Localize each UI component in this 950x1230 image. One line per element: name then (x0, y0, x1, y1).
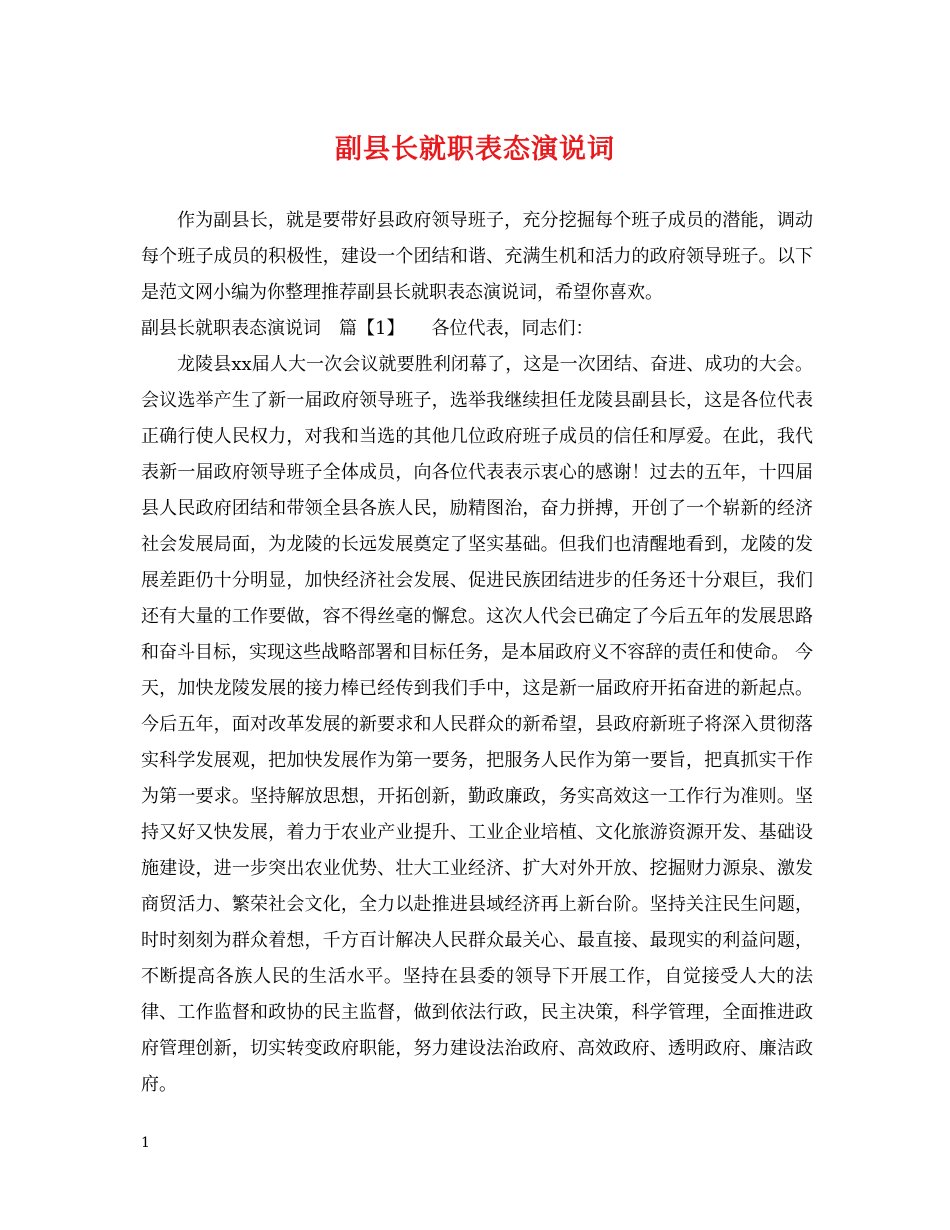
speech-body-paragraph: 龙陵县xx届人大一次会议就要胜利闭幕了，这是一次团结、奋进、成功的大会。会议选举产生了新一届政府领导班子，选举我继续担任龙陵县副县长，这是各位代表正确行使人民权力，对我和当选的其他几位政府班子成员的信任和厚爱。在此，我代表新一届政府领导班子全体成员，向各位代表表示衷心的感谢！过去的五年，十四届县人民政府团结和带领全县各族人民，励精图治，奋力拼搏，开创了一个崭新的经济社会发展局面，为龙陵的长远发展奠定了坚实基础。但我们也清醒地看到，龙陵的发展差距仍十分明显，加快经济社会发展、促进民族团结进步的任务还十分艰巨，我们还有大量的工作要做，容不得丝毫的懈怠。这次人代会已确定了今后五年的发展思路和奋斗目标，实现这些战略部署和目标任务，是本届政府义不容辞的责任和使命。 今天，加快龙陵发展的接力棒已经传到我们手中，这是新一届政府开拓奋进的新起点。今后五年，面对改革发展的新要求和人民群众的新希望，县政府新班子将深入贯彻落实科学发展观，把加快发展作为第一要务，把服务人民作为第一要旨，把真抓实干作为第一要求。坚持解放思想，开拓创新，勤政廉政，务实高效这一工作行为准则。坚持又好又快发展，着力于农业产业提升、工业企业培植、文化旅游资源开发、基础设施建设，进一步突出农业优势、壮大工业经济、扩大对外开放、挖掘财力源泉、激发商贸活力、繁荣社会文化，全力以赴推进县域经济再上新台阶。坚持关注民生问题，时时刻刻为群众着想，千方百计解决人民群众最关心、最直接、最现实的利益问题，不断提高各族人民的生活水平。坚持在县委的领导下开展工作，自觉接受人大的法律、工作监督和政协的民主监督，做到依法行政，民主决策，科学管理，全面推进政府管理创新，切实转变政府职能，努力建设法治政府、高效政府、透明政府、廉洁政府。 (141, 354, 813, 1095)
document-title: 副县长就职表态演说词 (335, 134, 615, 165)
section-heading: 副县长就职表态演说词 篇【1】 各位代表，同志们： (141, 318, 594, 339)
page-number: 1 (141, 1135, 150, 1151)
intro-paragraph: 作为副县长，就是要带好县政府领导班子，充分挖掘每个班子成员的潜能，调动每个班子成员的积极性，建设一个团结和谐、充满生机和活力的政府领导班子。以下是范文网小编为你整理推荐副县长就职表态演说词，希望你喜欢。 (141, 210, 813, 303)
